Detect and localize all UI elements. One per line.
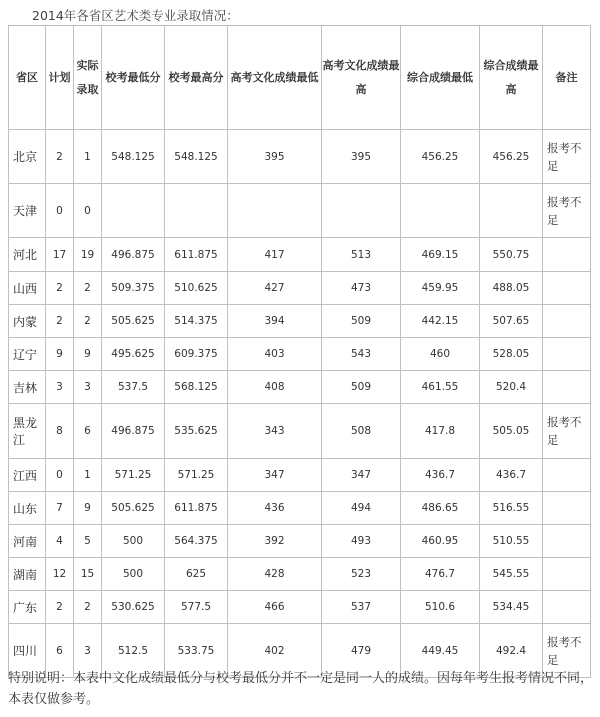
gaokao-max-cell: 523 [322, 558, 401, 591]
plan-cell: 7 [46, 492, 74, 525]
plan-cell: 3 [46, 371, 74, 404]
plan-cell: 2 [46, 305, 74, 338]
school-max-cell: 609.375 [165, 338, 228, 371]
note-cell [543, 338, 591, 371]
plan-cell: 9 [46, 338, 74, 371]
gaokao-min-cell [228, 184, 322, 238]
school-max-cell: 577.5 [165, 591, 228, 624]
gaokao-max-cell: 508 [322, 404, 401, 459]
table-row [9, 338, 591, 371]
composite-min-cell: 510.6 [401, 591, 480, 624]
composite-max-cell [480, 184, 543, 238]
gaokao-max-cell: 509 [322, 371, 401, 404]
table-row [9, 371, 591, 404]
plan-cell: 4 [46, 525, 74, 558]
school-min-cell: 571.25 [102, 459, 165, 492]
header-gaokao-max: 高考文化成绩最高 [322, 26, 401, 130]
plan-cell: 12 [46, 558, 74, 591]
province-cell: 广东 [9, 591, 46, 624]
note-cell [543, 492, 591, 525]
plan-cell: 17 [46, 238, 74, 272]
plan-cell: 6 [46, 624, 74, 678]
table-row [9, 305, 591, 338]
actual-cell: 2 [74, 305, 102, 338]
school-min-cell: 505.625 [102, 305, 165, 338]
composite-min-cell: 456.25 [401, 130, 480, 184]
province-cell: 山东 [9, 492, 46, 525]
province-cell: 河南 [9, 525, 46, 558]
province-cell: 黑龙江 [9, 404, 46, 459]
school-min-cell: 496.875 [102, 404, 165, 459]
gaokao-max-cell: 513 [322, 238, 401, 272]
note-cell [543, 305, 591, 338]
header-note: 备注 [543, 26, 591, 130]
composite-min-cell: 476.7 [401, 558, 480, 591]
school-max-cell: 535.625 [165, 404, 228, 459]
table-row [9, 459, 591, 492]
school-max-cell: 533.75 [165, 624, 228, 678]
table-row [9, 130, 591, 184]
gaokao-min-cell: 408 [228, 371, 322, 404]
province-cell: 辽宁 [9, 338, 46, 371]
actual-cell: 15 [74, 558, 102, 591]
school-max-cell: 611.875 [165, 238, 228, 272]
school-min-cell: 509.375 [102, 272, 165, 305]
table-row [9, 492, 591, 525]
actual-cell: 1 [74, 130, 102, 184]
school-min-cell: 496.875 [102, 238, 165, 272]
gaokao-min-cell: 466 [228, 591, 322, 624]
composite-max-cell: 528.05 [480, 338, 543, 371]
plan-cell: 8 [46, 404, 74, 459]
note-cell [543, 525, 591, 558]
gaokao-max-cell: 473 [322, 272, 401, 305]
school-max-cell: 568.125 [165, 371, 228, 404]
note-cell: 报考不足 [543, 184, 591, 238]
header-actual: 实际录取 [74, 26, 102, 130]
province-cell: 北京 [9, 130, 46, 184]
gaokao-min-cell: 428 [228, 558, 322, 591]
table-row [9, 558, 591, 591]
composite-max-cell: 492.4 [480, 624, 543, 678]
school-min-cell: 548.125 [102, 130, 165, 184]
gaokao-max-cell [322, 184, 401, 238]
plan-cell: 0 [46, 459, 74, 492]
note-cell [543, 238, 591, 272]
gaokao-max-cell: 493 [322, 525, 401, 558]
province-cell: 山西 [9, 272, 46, 305]
composite-min-cell: 469.15 [401, 238, 480, 272]
table-row [9, 525, 591, 558]
composite-min-cell: 442.15 [401, 305, 480, 338]
actual-cell: 5 [74, 525, 102, 558]
composite-min-cell: 436.7 [401, 459, 480, 492]
header-composite-min: 综合成绩最低 [401, 26, 480, 130]
footnote: 特别说明：本表中文化成绩最低分与校考最低分并不一定是同一人的成绩。因每年考生报考情况不同，本表仅做参考。 [8, 671, 594, 707]
composite-min-cell: 449.45 [401, 624, 480, 678]
school-min-cell: 500 [102, 558, 165, 591]
header-row [9, 26, 591, 130]
school-min-cell: 530.625 [102, 591, 165, 624]
composite-max-cell: 534.45 [480, 591, 543, 624]
province-cell: 吉林 [9, 371, 46, 404]
composite-max-cell: 456.25 [480, 130, 543, 184]
header-composite-max: 综合成绩最高 [480, 26, 543, 130]
gaokao-min-cell: 427 [228, 272, 322, 305]
header-plan: 计划 [46, 26, 74, 130]
composite-min-cell: 461.55 [401, 371, 480, 404]
school-max-cell [165, 184, 228, 238]
school-min-cell [102, 184, 165, 238]
gaokao-max-cell: 537 [322, 591, 401, 624]
composite-min-cell: 459.95 [401, 272, 480, 305]
actual-cell: 1 [74, 459, 102, 492]
school-max-cell: 564.375 [165, 525, 228, 558]
composite-max-cell: 520.4 [480, 371, 543, 404]
gaokao-min-cell: 402 [228, 624, 322, 678]
province-cell: 天津 [9, 184, 46, 238]
school-max-cell: 611.875 [165, 492, 228, 525]
gaokao-max-cell: 494 [322, 492, 401, 525]
actual-cell: 2 [74, 591, 102, 624]
gaokao-min-cell: 392 [228, 525, 322, 558]
province-cell: 内蒙 [9, 305, 46, 338]
note-cell: 报考不足 [543, 404, 591, 459]
table-row [9, 272, 591, 305]
header-province: 省区 [9, 26, 46, 130]
composite-max-cell: 510.55 [480, 525, 543, 558]
province-cell: 湖南 [9, 558, 46, 591]
plan-cell: 2 [46, 591, 74, 624]
header-school-min: 校考最低分 [102, 26, 165, 130]
composite-min-cell: 417.8 [401, 404, 480, 459]
actual-cell: 3 [74, 371, 102, 404]
actual-cell: 2 [74, 272, 102, 305]
table-row [9, 238, 591, 272]
school-max-cell: 514.375 [165, 305, 228, 338]
header-gaokao-min: 高考文化成绩最低 [228, 26, 322, 130]
table-row [9, 184, 591, 238]
composite-min-cell: 460 [401, 338, 480, 371]
school-min-cell: 537.5 [102, 371, 165, 404]
composite-min-cell: 460.95 [401, 525, 480, 558]
note-cell [543, 591, 591, 624]
province-cell: 河北 [9, 238, 46, 272]
gaokao-min-cell: 347 [228, 459, 322, 492]
note-cell [543, 459, 591, 492]
school-min-cell: 495.625 [102, 338, 165, 371]
plan-cell: 2 [46, 272, 74, 305]
note-cell [543, 371, 591, 404]
composite-max-cell: 545.55 [480, 558, 543, 591]
actual-cell: 19 [74, 238, 102, 272]
composite-max-cell: 516.55 [480, 492, 543, 525]
actual-cell: 9 [74, 492, 102, 525]
gaokao-min-cell: 436 [228, 492, 322, 525]
school-max-cell: 571.25 [165, 459, 228, 492]
plan-cell: 0 [46, 184, 74, 238]
gaokao-min-cell: 394 [228, 305, 322, 338]
composite-max-cell: 488.05 [480, 272, 543, 305]
composite-max-cell: 436.7 [480, 459, 543, 492]
gaokao-min-cell: 403 [228, 338, 322, 371]
actual-cell: 0 [74, 184, 102, 238]
composite-max-cell: 505.05 [480, 404, 543, 459]
table-row [9, 591, 591, 624]
actual-cell: 3 [74, 624, 102, 678]
note-cell: 报考不足 [543, 624, 591, 678]
gaokao-max-cell: 479 [322, 624, 401, 678]
gaokao-max-cell: 543 [322, 338, 401, 371]
composite-max-cell: 550.75 [480, 238, 543, 272]
note-cell [543, 558, 591, 591]
school-max-cell: 625 [165, 558, 228, 591]
school-max-cell: 548.125 [165, 130, 228, 184]
school-min-cell: 512.5 [102, 624, 165, 678]
composite-min-cell: 486.65 [401, 492, 480, 525]
plan-cell: 2 [46, 130, 74, 184]
table-body [9, 130, 591, 678]
gaokao-min-cell: 417 [228, 238, 322, 272]
school-max-cell: 510.625 [165, 272, 228, 305]
actual-cell: 9 [74, 338, 102, 371]
gaokao-max-cell: 347 [322, 459, 401, 492]
page-title: 2014年各省区艺术类专业录取情况： [32, 8, 239, 23]
actual-cell: 6 [74, 404, 102, 459]
composite-max-cell: 507.65 [480, 305, 543, 338]
province-cell: 四川 [9, 624, 46, 678]
school-min-cell: 500 [102, 525, 165, 558]
gaokao-min-cell: 395 [228, 130, 322, 184]
admission-table [8, 25, 591, 678]
gaokao-min-cell: 343 [228, 404, 322, 459]
gaokao-max-cell: 395 [322, 130, 401, 184]
composite-min-cell [401, 184, 480, 238]
note-cell: 报考不足 [543, 130, 591, 184]
note-cell [543, 272, 591, 305]
school-min-cell: 505.625 [102, 492, 165, 525]
gaokao-max-cell: 509 [322, 305, 401, 338]
table-row [9, 404, 591, 459]
header-school-max: 校考最高分 [165, 26, 228, 130]
province-cell: 江西 [9, 459, 46, 492]
